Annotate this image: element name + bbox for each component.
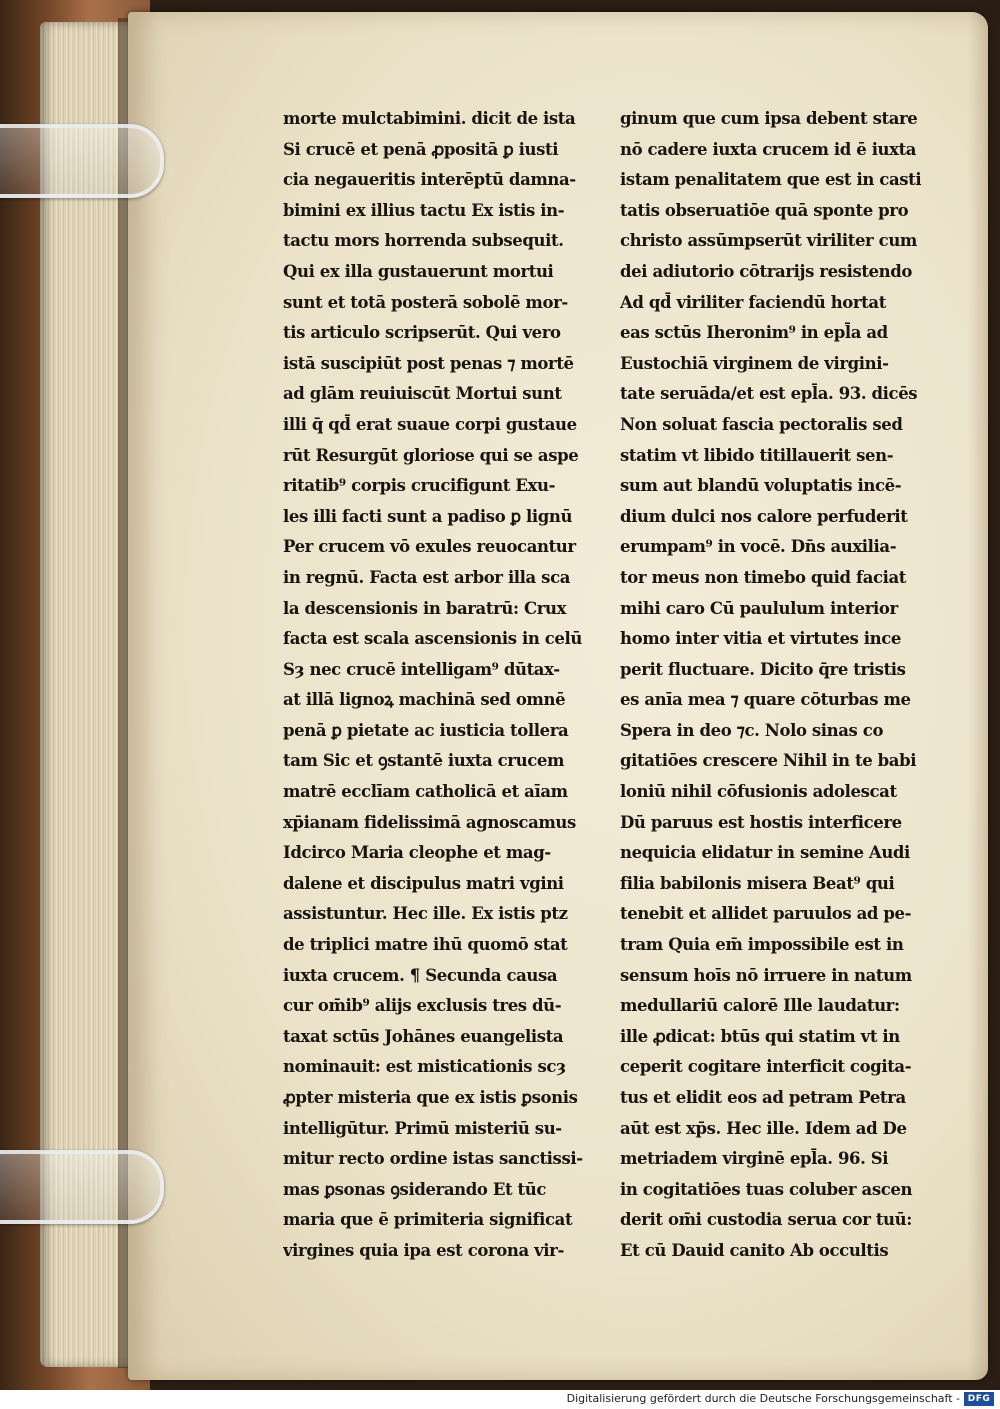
- text-line: tam Sic et ꝯstantē iuxta crucem: [283, 751, 565, 771]
- text-line: taxat sctūs Johānes euangelista: [283, 1026, 564, 1046]
- text-line: tram Quia em̄ impossibile est in: [620, 935, 904, 955]
- text-line: Si crucē et penā ꝓpositā ꝑ iusti: [283, 139, 559, 159]
- text-line: mas ꝑsonas ꝯsiderando Et tūc: [283, 1179, 547, 1199]
- text-line: mihi caro Cū paululum interior: [620, 598, 898, 618]
- text-line: nō cadere iuxta crucem id ē iuxta: [620, 139, 917, 159]
- text-line: Per crucem vō exules reuocantur: [283, 537, 576, 557]
- text-line: maria que ē primiteria significat: [283, 1210, 573, 1230]
- text-line: Spera in deo ⁊c. Nolo sinas co: [620, 720, 884, 740]
- text-line: eas sctūs Iheronim⁹ in epl̄a ad: [620, 323, 888, 343]
- text-line: tenebit et allidet paruulos ad pe-: [620, 904, 912, 924]
- page-holder-clip-bottom: [0, 1150, 164, 1224]
- text-line: la descensionis in baratrū: Crux: [283, 598, 567, 618]
- text-line: gitatiōes crescere Nihil in te babi: [620, 751, 917, 771]
- text-line: Qui ex illa gustauerunt mortui: [283, 261, 554, 281]
- text-line: at illā lignoꝝ machinā sed omnē: [283, 690, 566, 710]
- text-line: cur om̄ib⁹ alijs exclusis tres dū-: [283, 996, 562, 1016]
- text-line: metriadem virginē epl̄a. 96. Si: [620, 1149, 889, 1169]
- text-line: medullariū calorē Ille laudatur:: [620, 996, 900, 1016]
- text-line: statim vt libido titillauerit sen-: [620, 445, 894, 465]
- text-line: aūt est xp̄s. Hec ille. Idem ad De: [620, 1118, 907, 1138]
- text-line: ginum que cum ipsa debent stare: [620, 109, 918, 128]
- text-line: tactu mors horrenda subsequit.: [283, 231, 564, 251]
- text-line: iuxta crucem. ¶ Secunda causa: [283, 965, 558, 985]
- text-line: derit om̄i custodia serua cor tuū:: [620, 1210, 912, 1230]
- text-line: Eustochiā virginem de virgini-: [620, 353, 889, 373]
- text-line: Dū paruus est hostis interficere: [620, 812, 902, 832]
- text-line: es anīa mea ⁊ quare cōturbas me: [620, 690, 911, 710]
- text-line: tus et elidit eos ad petram Petra: [620, 1088, 906, 1107]
- text-line: ritatib⁹ corpis crucifigunt Exu-: [283, 476, 556, 496]
- text-line: sunt et totā posterā sobolē mor-: [283, 292, 568, 312]
- text-line: Ad qd̄ viriliter faciendū hortat: [620, 292, 886, 312]
- text-line: assistuntur. Hec ille. Ex istis ptz: [283, 904, 568, 924]
- text-line: dalene et discipulus matri vgini: [283, 873, 564, 893]
- text-line: loniū nihil cōfusionis adolescat: [620, 782, 897, 802]
- text-line: sensum hoīs nō irruere in natum: [620, 965, 912, 985]
- text-line: sum aut blandū voluptatis incē-: [620, 476, 902, 496]
- text-line: Sȝ nec crucē intelligam⁹ dūtax-: [283, 659, 560, 679]
- text-line: istā suscipiūt post penas ⁊ mortē: [283, 353, 574, 373]
- text-line: tis articulo scripserūt. Qui vero: [283, 323, 561, 343]
- text-line: rūt Resurgūt gloriose qui se aspe: [283, 445, 579, 465]
- page-holder-clip-top: [0, 124, 164, 198]
- text-line: tatis obseruatiōe quā sponte pro: [620, 200, 909, 220]
- text-line: ille ꝓdicat: btūs qui statim vt in: [620, 1026, 900, 1046]
- text-column-left: [283, 104, 608, 1267]
- text-line: christo assūmpserūt viriliter cum: [620, 231, 917, 251]
- text-line: facta est scala ascensionis in celū: [283, 629, 582, 649]
- text-line: intelligūtur. Primū misteriū su-: [283, 1118, 562, 1138]
- text-line: perit fluctuare. Dicito q̄re tristis: [620, 659, 906, 679]
- text-line: istam penalitatem que est in casti: [620, 170, 922, 190]
- text-line: tor meus non timebo quid faciat: [620, 567, 907, 587]
- funding-credit: Digitalisierung gefördert durch die Deutsche Forschungsgemeinschaft -: [566, 1392, 960, 1405]
- text-line: xp̄ianam fidelissimā agnoscamus: [283, 812, 576, 832]
- text-line: ceperit cogitare interficit cogita-: [620, 1057, 912, 1077]
- dfg-logo: DFG: [964, 1392, 994, 1406]
- text-line: nequicia elidatur in semine Audi: [620, 843, 910, 863]
- text-line: matrē ecclīam catholicā et aīam: [283, 782, 568, 802]
- text-line: tate seruāda/et est epl̄a. 93. dicēs: [620, 384, 918, 404]
- text-line: nominauit: est misticationis scȝ: [283, 1057, 566, 1077]
- text-line: ad glām reuiuiscūt Mortui sunt: [283, 384, 562, 404]
- text-line: filia babilonis misera Beat⁹ qui: [620, 873, 895, 893]
- text-line: dei adiutorio cōtrarijs resistendo: [620, 261, 912, 281]
- text-line: Non soluat fascia pectoralis sed: [620, 414, 903, 434]
- text-line: illi q̄ qd̄ erat suaue corpi gustaue: [283, 414, 577, 434]
- text-line: in cogitatiōes tuas coluber ascen: [620, 1179, 913, 1199]
- text-line: erumpam⁹ in vocē. Dn̄s auxilia-: [620, 537, 897, 557]
- text-line: homo inter vitia et virtutes ince: [620, 629, 902, 649]
- page-edge-curl: [968, 12, 988, 1380]
- text-line: Idcirco Maria cleophe et mag-: [283, 843, 551, 863]
- text-line: les illi facti sunt a padiso ꝑ lignū: [283, 506, 573, 526]
- text-line: morte mulctabimini. dicit de ista: [283, 109, 576, 128]
- text-column-right: [620, 104, 945, 1267]
- text-line: Et cū Dauid canito Ab occultis: [620, 1240, 889, 1260]
- text-line: de triplici matre ihū quomō stat: [283, 935, 568, 955]
- text-line: dium dulci nos calore perfuderit: [620, 506, 908, 526]
- text-line: cia negaueritis interēptū damna-: [283, 170, 576, 190]
- text-line: bimini ex illius tactu Ex istis in-: [283, 200, 565, 220]
- text-line: penā ꝑ pietate ac iusticia tollera: [283, 720, 569, 740]
- text-line: ꝓpter misteria que ex istis ꝑsonis: [283, 1088, 578, 1107]
- text-line: virgines quia ipa est corona vir-: [283, 1240, 564, 1260]
- text-line: mitur recto ordine istas sanctissi-: [283, 1149, 583, 1169]
- text-line: in regnū. Facta est arbor illa sca: [283, 567, 571, 587]
